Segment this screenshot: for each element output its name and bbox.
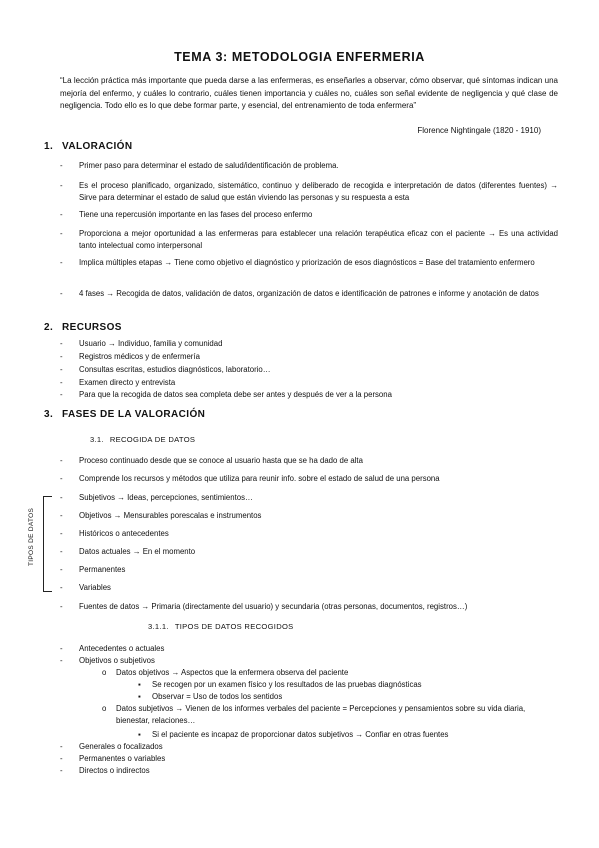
quote-author: Florence Nightingale (1820 - 1910) [417, 126, 541, 135]
sub-sublist-item: ▪ Observar = Uso de todos los sentidos [138, 692, 283, 701]
section-heading-valoracion [44, 141, 132, 152]
section-heading-recursos [44, 322, 122, 333]
circle-bullet: o [102, 704, 107, 713]
section-title: FASES DE LA VALORACIÓN [62, 409, 206, 420]
document-page: TEMA 3: METODOLOGIA ENFERMERIA “La lección práctica más importante que pueda darse a las enfermeras, es enseñarles a observar, cómo observar, qué síntomas indican una mejoría del enfermo, y cuáles lo contrario, cuáles tienen importancia y cuáles no, cuáles son señal evidente de negligencia y qué clase de negligencia. Todo ello es lo que debe formar parte, y esencial, del entrenamiento de toda enfermera” Florence Nightingale (1820 - 1910) 1. VALORACIÓN - Primer paso para determinar el estado de salud/identificación de problema. - Es el proceso planificado, organizado, sistemático, continuo y deliberado de recogida e interpretación de datos (diferentes fuentes) → Sirve para determinar el estado de salud que están viviendo las personas y su respuesta a esta - Tiene una repercusión importante en las fases del proceso enfermo - Proporciona a mejor oportunidad a las enfermeras para establecer una relación terapéutica eficaz con el paciente → Es una actividad tanto intelectual como interpersonal - Implica múltiples etapas → Tiene como objetivo el diagnóstico y priorización de esos diagnósticos = Base del tratamiento enfermero - 4 fases → Recogida de datos, validación de datos, organización de datos e identificación de patrones e informe y anotación de datos 2. RECURSOS - Usuario → Individuo, familia y comunidad - Registros médicos y de enfermería - Consultas escritas, estudios diagnósticos, laboratorio… - Examen directo y entrevista - Para que la recogida de datos sea completa debe ser antes y después de ver a la persona 3. FASES DE LA VALORACIÓN 3.1. RECOGIDA DE DATOS - Proceso continuado desde que se conoce al usuario hasta que se ha dado de alta - Comprende los recursos y métodos que utiliza para reunir info. sobre el estado de salud de una persona TIPOS DE DATOS - Subjetivos → Ideas, percepciones, sentimientos… - Objetivos → Mensurables porescalas e instrumentos - Históricos o antecedentes - Datos actuales → En el momento - Permanentes - Variables - Fuentes de datos → Primaria (directamente del usuario) y secundaria (otras personas, documentos, registros…) 3.1.1. TIPOS DE DATOS RECOGIDOS - Antecedentes o actuales - Objetivos o subjetivos o Datos objetivos → Aspectos que la enfermera observa del paciente ▪ Se recogen por un examen físico y los resultados de las pruebas diagnósticas ▪ Observar = Uso de todos los sentidos o Datos subjetivos → Vienen de los informes verbales del paciente = Percepciones y pensamientos sobre su vida diaria, bienestar, relaciones… ▪ Si el paciente es incapaz de proporcionar datos subjetivos → Confiar en otras fuentes - Generales o focalizados - Permanentes o variables - Directos o indirectos [0, 0, 599, 848]
sublist-item: o Datos objetivos → Aspectos que la enfermera observa del paciente [102, 668, 349, 677]
dash-bullet: - [60, 766, 63, 775]
document-title: TEMA 3: METODOLOGIA ENFERMERIA [174, 50, 425, 64]
dash-bullet: - [60, 565, 63, 574]
dash-bullet: - [60, 210, 63, 219]
tipos-bracket [43, 496, 52, 592]
dash-bullet: - [60, 378, 63, 387]
dash-bullet: - [60, 754, 63, 763]
dash-bullet: - [60, 181, 63, 190]
dash-bullet: - [60, 493, 63, 502]
section-number: 1. [44, 141, 54, 152]
dash-bullet: - [60, 547, 63, 556]
dash-bullet: - [60, 229, 63, 238]
section-number: 3. [44, 409, 54, 420]
dash-bullet: - [60, 352, 63, 361]
dash-bullet: - [60, 656, 63, 665]
dash-bullet: - [60, 390, 63, 399]
dash-bullet: - [60, 365, 63, 374]
square-bullet: ▪ [138, 692, 141, 701]
subsection-heading-tipos-recogidos: 3.1.1. TIPOS DE DATOS RECOGIDOS [148, 622, 294, 631]
dash-bullet: - [60, 161, 63, 170]
dash-bullet: - [60, 511, 63, 520]
section-heading-fases [44, 409, 205, 420]
dash-bullet: - [60, 339, 63, 348]
dash-bullet: - [60, 644, 63, 653]
dash-bullet: - [60, 258, 63, 267]
dash-bullet: - [60, 529, 63, 538]
tipos-de-datos-label: TIPOS DE DATOS [28, 507, 35, 566]
circle-bullet: o [102, 668, 107, 677]
subsection-heading-recogida: 3.1. RECOGIDA DE DATOS [90, 435, 196, 444]
section-title: VALORACIÓN [62, 141, 133, 152]
square-bullet: ▪ [138, 730, 141, 739]
section-title: RECURSOS [62, 322, 122, 333]
dash-bullet: - [60, 289, 63, 298]
dash-bullet: - [60, 583, 63, 592]
dash-bullet: - [60, 602, 63, 611]
sub-sublist-item: ▪ Si el paciente es incapaz de proporcionar datos subjetivos → Confiar en otras fuentes [138, 730, 449, 739]
square-bullet: ▪ [138, 680, 141, 689]
intro-quote: “La lección práctica más importante que pueda darse a las enfermeras, es enseñarles a observar, cómo observar, qué síntomas indican una mejoría del enfermo, y cuáles lo contrario, cuáles tienen importancia y cuáles no, cuáles son señal evidente de negligencia y qué clase de negligencia. Todo ello es lo que debe formar parte, y esencial, del entrenamiento de toda enfermera” [60, 76, 558, 110]
sublist-item: o Datos subjetivos → Vienen de los informes verbales del paciente = Percepciones y pensamientos sobre su vida diaria, bienestar, relaciones… [102, 704, 526, 725]
dash-bullet: - [60, 474, 63, 483]
section-number: 2. [44, 322, 54, 333]
sub-sublist-item: ▪ Se recogen por un examen físico y los resultados de las pruebas diagnósticas [138, 680, 422, 689]
dash-bullet: - [60, 742, 63, 751]
dash-bullet: - [60, 456, 63, 465]
